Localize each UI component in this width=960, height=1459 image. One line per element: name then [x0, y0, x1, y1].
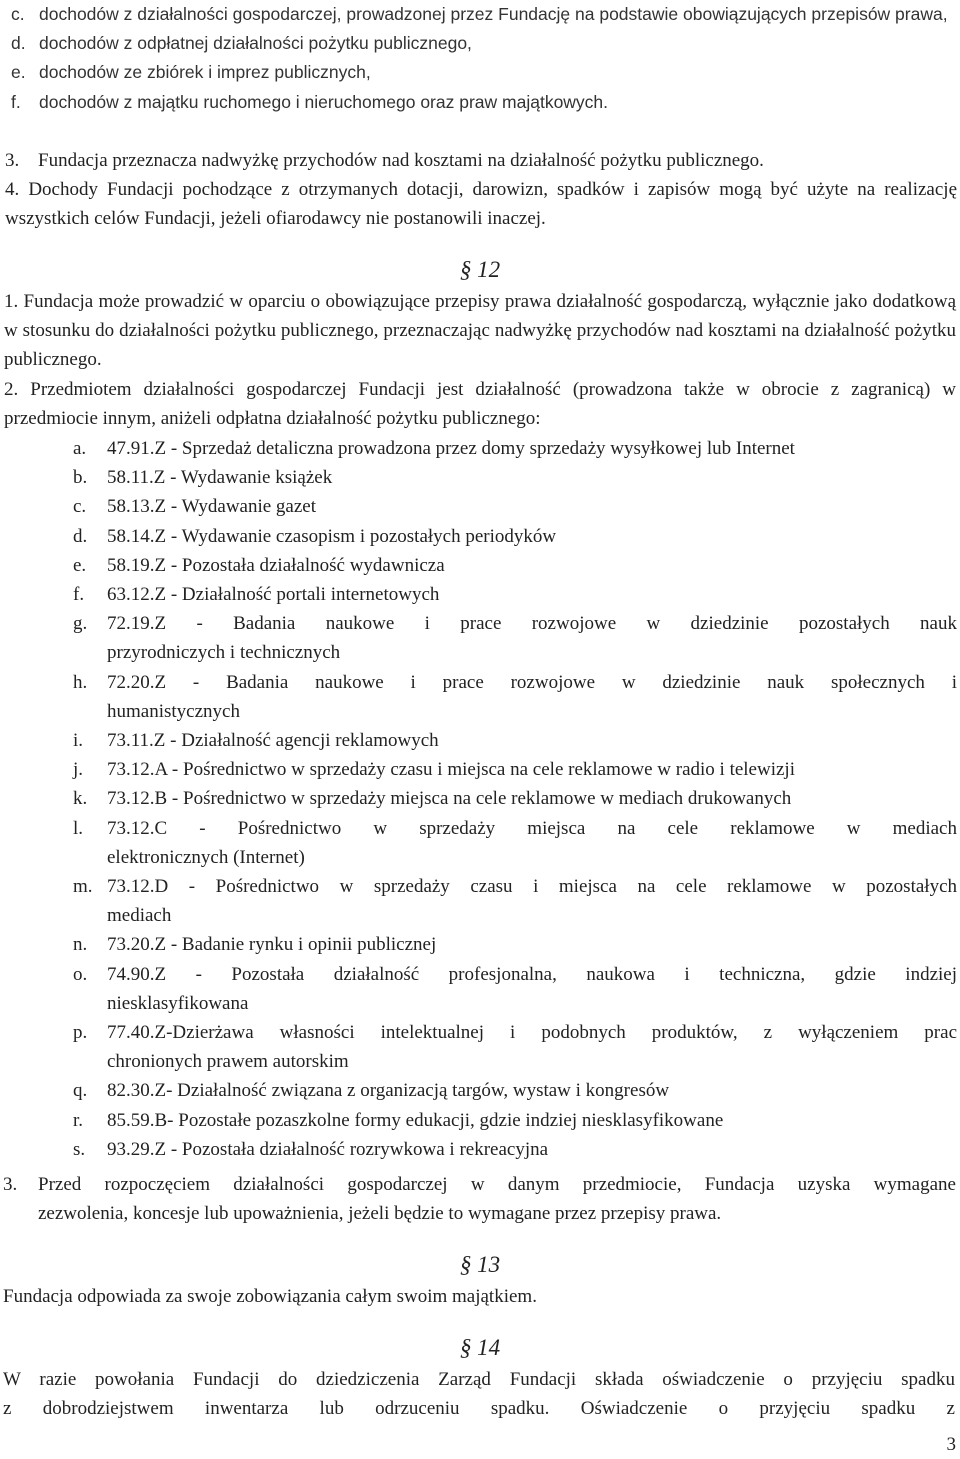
item-text: 72.19.Z - Badania naukowe i prace rozwojowe w dziedzinie pozostałych nauk	[107, 613, 957, 635]
item-text: 4. Dochody Fundacji pochodzące z otrzymanych dotacji, darowizn, spadków i zapisów mogą być użyte na realizację wszystkich celów Fundacji, jeżeli ofiarodawcy nie postanowili inaczej.	[5, 179, 957, 230]
section14-text	[0, 1365, 960, 1423]
item-label: g.	[73, 613, 88, 635]
item-label: n.	[73, 934, 88, 956]
item-text: Fundacja przeznacza nadwyżkę przychodów nad kosztami na działalność pożytku publicznego.	[38, 150, 764, 171]
paragraph-number: 12	[477, 257, 501, 282]
item-text: 58.19.Z - Pozostała działalność wydawnicza	[107, 554, 445, 576]
item-text: 73.20.Z - Badanie rynku i opinii publicznej	[107, 934, 437, 956]
item-label: k.	[73, 788, 88, 810]
pkd-item	[73, 1106, 960, 1135]
item-label: c.	[11, 4, 25, 24]
section12-point3	[0, 1170, 960, 1228]
pkd-item	[73, 1076, 960, 1105]
item-text: 73.12.A - Pośrednictwo w sprzedaży czasu i miejsca na cele reklamowe w radio i telewizji	[107, 759, 795, 781]
item-text: 73.12.D - Pośrednictwo w sprzedaży czasu i miejsca na cele reklamowe w pozostałych	[107, 876, 957, 898]
paragraph-text: Fundacja odpowiada za swoje zobowiązania całym swoim majątkiem.	[3, 1286, 537, 1307]
item-text-continued: mediach	[107, 905, 172, 927]
item-label: 3.	[3, 1174, 18, 1195]
item-label: 3.	[5, 150, 20, 171]
paragraph-sign: §	[459, 257, 472, 282]
section13-heading	[0, 1250, 960, 1280]
item-label: f.	[73, 584, 85, 606]
list-item	[0, 287, 960, 375]
list-item	[3, 1170, 960, 1228]
item-text: dochodów ze zbiórek i imprez publicznych,	[39, 62, 371, 83]
pkd-item	[73, 1135, 960, 1164]
item-text: dochodów z działalności gospodarczej, prowadzonej przez Fundację na podstawie obowiązujących przepisów prawa,	[39, 4, 948, 24]
item-label: e.	[73, 554, 87, 576]
pkd-item	[73, 609, 960, 667]
item-label: h.	[73, 671, 88, 693]
item-text: 85.59.B- Pozostałe pozaszkolne formy edukacji, gdzie indziej niesklasyfikowane	[107, 1109, 724, 1131]
paragraph-sign: §	[459, 1335, 472, 1360]
pkd-item	[73, 434, 960, 463]
pkd-list	[0, 434, 960, 1164]
pkd-item	[73, 930, 960, 959]
item-label: 1.	[4, 291, 19, 312]
paragraph-number: 14	[477, 1335, 501, 1360]
item-text: 2. Przedmiotem działalności gospodarczej Fundacji jest działalność (prowadzona także w obrocie z zagranicą) w przedmiocie innym, aniżeli odpłatna działalność pożytku publicznego:	[4, 378, 956, 429]
item-label: b.	[73, 467, 88, 489]
income-sources-list	[0, 0, 960, 117]
item-label: d.	[73, 525, 88, 547]
item-text: Przed rozpoczęciem działalności gospodarczej w danym przedmiocie, Fundacja uzyska wymagane	[38, 1174, 956, 1195]
item-text: 63.12.Z - Działalność portali internetowych	[107, 584, 440, 606]
list-item	[11, 0, 960, 29]
pkd-item	[73, 814, 960, 872]
list-item	[11, 88, 960, 117]
item-label: r.	[73, 1109, 84, 1131]
item-label: q.	[73, 1080, 88, 1102]
section14-heading	[0, 1333, 960, 1363]
paragraph-line: z dobrodziejstwem inwentarza lub odrzuceniu spadku. Oświadczenie o przyjęciu spadku z	[3, 1398, 955, 1420]
pkd-item	[73, 522, 960, 551]
item-label: j.	[73, 759, 84, 781]
item-label: o.	[73, 963, 88, 985]
item-label: 4.	[5, 179, 20, 201]
pkd-item	[73, 726, 960, 755]
item-text: 72.20.Z - Badania naukowe i prace rozwojowe w dziedzinie nauk społecznych i	[107, 671, 957, 693]
list-item	[5, 146, 960, 175]
item-label: s.	[73, 1138, 86, 1160]
item-text: 73.11.Z - Działalność agencji reklamowych	[107, 730, 439, 752]
item-label: d.	[11, 33, 26, 54]
paragraph-number: 13	[477, 1252, 501, 1277]
pkd-item	[73, 551, 960, 580]
item-text-continued: przyrodniczych i technicznych	[107, 642, 341, 664]
pkd-item	[73, 784, 960, 813]
item-text-continued: elektronicznych (Internet)	[107, 846, 305, 868]
item-text: 82.30.Z- Działalność związana z organizacją targów, wystaw i kongresów	[107, 1080, 670, 1102]
list-item	[0, 375, 960, 433]
paragraph-sign: §	[459, 1252, 472, 1277]
item-text-continued: niesklasyfikowana	[107, 992, 249, 1014]
item-text: 77.40.Z-Dzierżawa własności intelektualnej i podobnych produktów, z wyłączeniem prac	[107, 1022, 957, 1044]
pkd-item	[73, 492, 960, 521]
item-text: 74.90.Z - Pozostała działalność profesjonalna, naukowa i techniczna, gdzie indziej	[107, 963, 957, 985]
item-label: 2.	[4, 378, 19, 400]
item-label: c.	[73, 496, 87, 518]
pkd-item	[73, 463, 960, 492]
item-label: e.	[11, 62, 26, 83]
item-text: 1. Fundacja może prowadzić w oparciu o obowiązujące przepisy prawa działalność gospodarczą, wyłącznie jako dodatkową w stosunku do działalności pożytku publicznego, przeznaczając nadwyżkę przychodów nad kosztami na działalność pożytku publicznego.	[4, 291, 956, 371]
item-label: m.	[73, 876, 93, 898]
item-text-continued: humanistycznych	[107, 700, 240, 722]
page-number: 3	[946, 1434, 956, 1455]
list-item	[11, 29, 960, 58]
item-label: p.	[73, 1022, 88, 1044]
item-text: 58.11.Z - Wydawanie książek	[107, 467, 333, 489]
section13-text	[0, 1282, 960, 1311]
section12-heading	[0, 255, 960, 285]
item-text: 47.91.Z - Sprzedaż detaliczna prowadzona przez domy sprzedaży wysyłkowej lub Internet	[107, 438, 795, 459]
item-text: 73.12.C - Pośrednictwo w sprzedaży miejsca na cele reklamowe w mediach	[107, 817, 957, 839]
item-label: l.	[73, 817, 84, 839]
section12-points	[0, 287, 960, 433]
pkd-item	[73, 668, 960, 726]
item-text: 58.14.Z - Wydawanie czasopism i pozostałych periodyków	[107, 525, 557, 547]
item-text: zezwolenia, koncesje lub upoważnienia, jeżeli będzie to wymagane przez przepisy prawa.	[38, 1203, 722, 1225]
item-text-continued: chronionych prawem autorskim	[107, 1051, 349, 1073]
pkd-item	[73, 755, 960, 784]
item-label: i.	[73, 730, 84, 752]
item-text: dochodów z odpłatnej działalności pożytku publicznego,	[39, 33, 472, 54]
paragraph-line: W razie powołania Fundacji do dziedziczenia Zarząd Fundacji składa oświadczenie o przyjęciu spadku	[3, 1369, 955, 1390]
section11-points	[0, 146, 960, 234]
pkd-item	[73, 872, 960, 930]
item-text: 73.12.B - Pośrednictwo w sprzedaży miejsca na cele reklamowe w mediach drukowanych	[107, 788, 792, 810]
list-item	[11, 58, 960, 87]
item-text: 93.29.Z - Pozostała działalność rozrywkowa i rekreacyjna	[107, 1138, 549, 1160]
pkd-item	[73, 1018, 960, 1076]
pkd-item	[73, 580, 960, 609]
list-item	[0, 175, 960, 233]
item-text: dochodów z majątku ruchomego i nieruchomego oraz praw majątkowych.	[39, 91, 609, 112]
pkd-item	[73, 960, 960, 1018]
item-text: 58.13.Z - Wydawanie gazet	[107, 496, 317, 518]
item-label: a.	[73, 438, 87, 459]
item-label: f.	[11, 91, 21, 112]
